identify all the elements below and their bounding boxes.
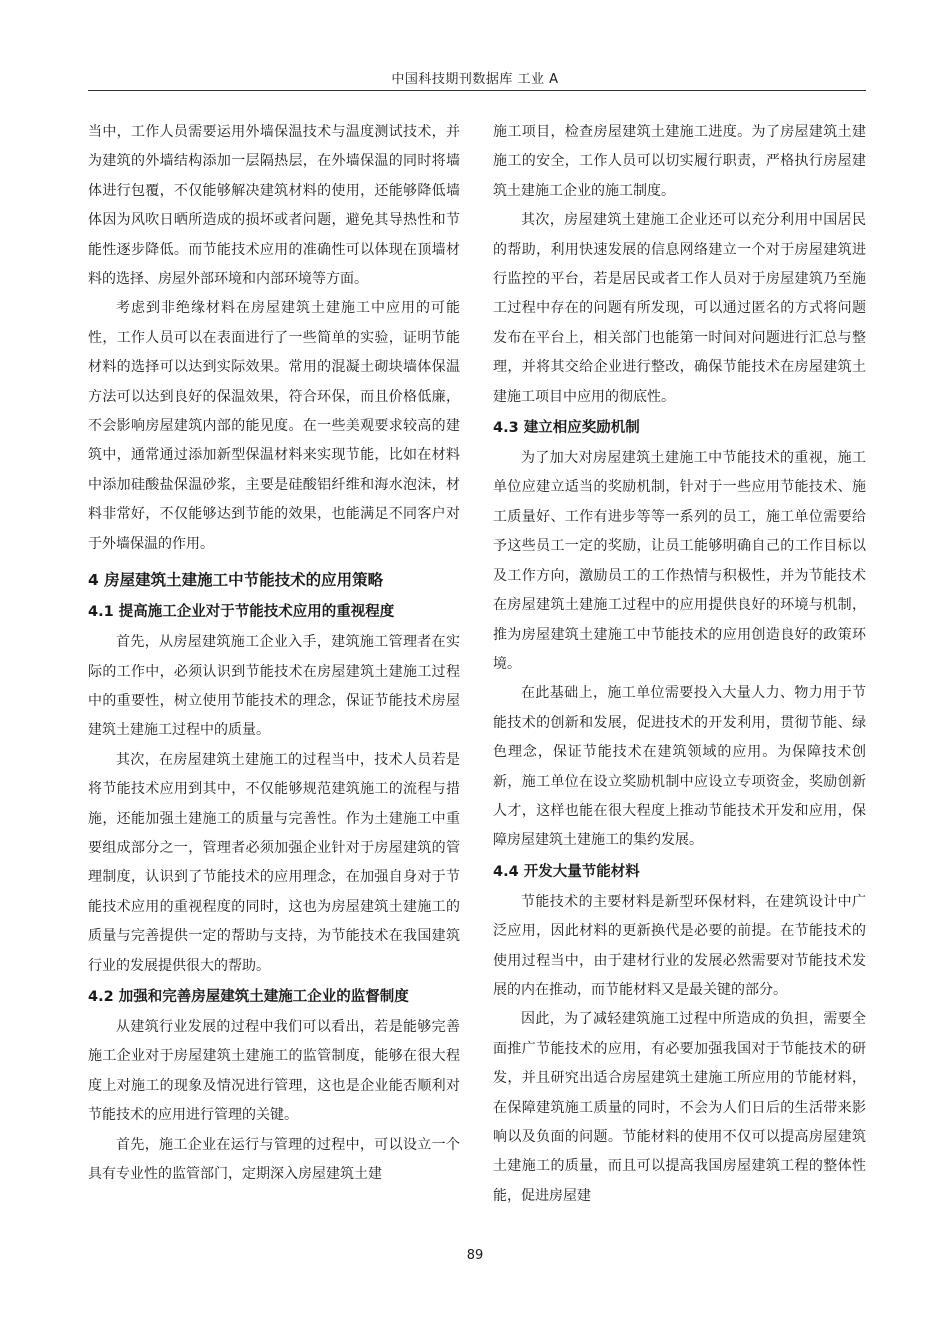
paragraph: 在此基础上，施工单位需要投入大量人力、物力用于节能技术的创新和发展，促进技术的开发利用，贯彻节能、绿色理念，保证节能技术在建筑领域的应用。为保障技术创新，施工单位在设立奖励机制中应设立专项资金，奖励创新人才，这样也能在很大程度上推动节能技术开发和应用，保障房屋建筑土建施工的集约发展。 (493, 685, 866, 849)
paragraph: 首先，施工企业在运行与管理的过程中，可以设立一个具有专业性的监管部门，定期深入房屋建筑土建 (88, 1136, 460, 1182)
paragraph: 从建筑行业发展的过程中我们可以看出，若是能够完善施工企业对于房屋建筑土建施工的监管制度，能够在很大程度上对施工的现象及情况进行管理，这也是企业能否顺利对节能技术的应用进行管理的关键。 (88, 1018, 460, 1124)
paragraph: 节能技术的主要材料是新型环保材料，在建筑设计中广泛应用，因此材料的更新换代是必要的前提。在节能技术的使用过程当中，由于建材行业的发展必然需要对节能技术发展的内在推动，而节能材料又是最关键的部分。 (493, 893, 866, 998)
right-column (493, 118, 866, 1211)
paragraph: 施工项目，检查房屋建筑土建施工进度。为了房屋建筑土建施工的安全，工作人员可以切实履行职责，严格执行房屋建筑土建施工企业的施工制度。 (493, 124, 866, 199)
paragraph: 因此，为了减轻建筑施工过程中所造成的负担，需要全面推广节能技术的应用，有必要加强我国对于节能技术的研发，并且研究出适合房屋建筑土建施工所应用的节能材料，在保障建筑施工质量的同时，不会为人们日后的生活带来影响以及负面的问题。节能材料的使用不仅可以提高房屋建筑土建施工的质量，而且可以提高我国房屋建筑工程的整体性能，促进房屋建 (493, 1011, 866, 1204)
journal-title: 中国科技期刊数据库 工业 A (391, 72, 559, 87)
paragraph: 其次，房屋建筑土建施工企业还可以充分利用中国居民的帮助，利用快速发展的信息网络建立一个对于房屋建筑进行监控的平台，若是居民或者工作人员对于房屋建筑乃至施工过程中存在的问题有所发现，可以通过匿名的方式将问题发布在平台上，相关部门也能第一时间对问题进行汇总与整理，并将其交给企业进行整改，确保节能技术在房屋建筑土建施工项目中应用的彻底性。 (493, 212, 866, 405)
subsection-heading: 4.3 建立相应奖励机制 (493, 420, 640, 437)
subsection-heading: 4.2 加强和完善房屋建筑土建施工企业的监督制度 (88, 988, 409, 1005)
paragraph: 考虑到非绝缘材料在房屋建筑土建施工中应用的可能性，工作人员可以在表面进行了一些简单的实验，证明节能材料的选择可以达到实际效果。常用的混凝土砌块墙体保温方法可以达到良好的保温效果，符合环保，而且价格低廉，不会影响房屋建筑内部的能见度。在一些美观要求较高的建筑中，通常通过添加新型保温材料来实现节能，比如在材料中添加硅酸盐保温砂浆，主要是硅酸铝纤维和海水泡沫，材料非常好，不仅能够达到节能的效果，也能满足不同客户对于外墙保温的作用。 (88, 300, 460, 552)
paragraph: 为了加大对房屋建筑土建施工中节能技术的重视，施工单位应建立适当的奖励机制，针对于一些应用节能技术、施工质量好、工作有进步等等一系列的员工，施工单位需要给予这些员工一定的奖励，让员工能够明确自己的工作目标以及工作方向，激励员工的工作热情与积极性，并为节能技术在房屋建筑土建施工过程中的应用提供良好的环境与机制，推为房屋建筑土建施工中节能技术的应用创造良好的政策环境。 (493, 450, 866, 672)
header-divider (88, 90, 866, 91)
paragraph: 当中，工作人员需要运用外墙保温技术与温度测试技术，并为建筑的外墙结构添加一层隔热层，在外墙保温的同时将墙体进行包覆，不仅能够解决建筑材料的使用，还能够降低墙体因为风吹日晒所造成的损坏或者问题，避免其导热性和节能性逐步降低。而节能技术应用的准确性可以体现在顶墙材料的选择、房屋外部环境和内部环境等方面。 (88, 124, 460, 288)
subsection-heading: 4.1 提高施工企业对于节能技术应用的重视程度 (88, 604, 395, 621)
page-number: 89 (466, 1248, 484, 1263)
subsection-heading: 4.4 开发大量节能材料 (493, 863, 640, 880)
section-heading: 4 房屋建筑土建施工中节能技术的应用策略 (88, 571, 384, 590)
paragraph: 首先，从房屋建筑施工企业入手，建筑施工管理者在实际的工作中，必须认识到节能技术在房屋建筑土建施工过程中的重要性，树立使用节能技术的理念，保证节能技术房屋建筑土建施工过程中的质量。 (88, 634, 460, 739)
paragraph: 其次，在房屋建筑土建施工的过程当中，技术人员若是将节能技术应用到其中，不仅能够规范建筑施工的流程与措施，还能加强土建施工的质量与完善性。作为土建施工中重要组成部分之一，管理者必须加强企业针对于房屋建筑的管理制度，认识到了节能技术的应用理念，在加强自身对于节能技术应用的重视程度的同时，这也为房屋建筑土建施工的质量与完善提供一定的帮助与支持，为节能技术在我国建筑行业的发展提供很大的帮助。 (88, 751, 460, 974)
left-column (88, 118, 460, 1189)
